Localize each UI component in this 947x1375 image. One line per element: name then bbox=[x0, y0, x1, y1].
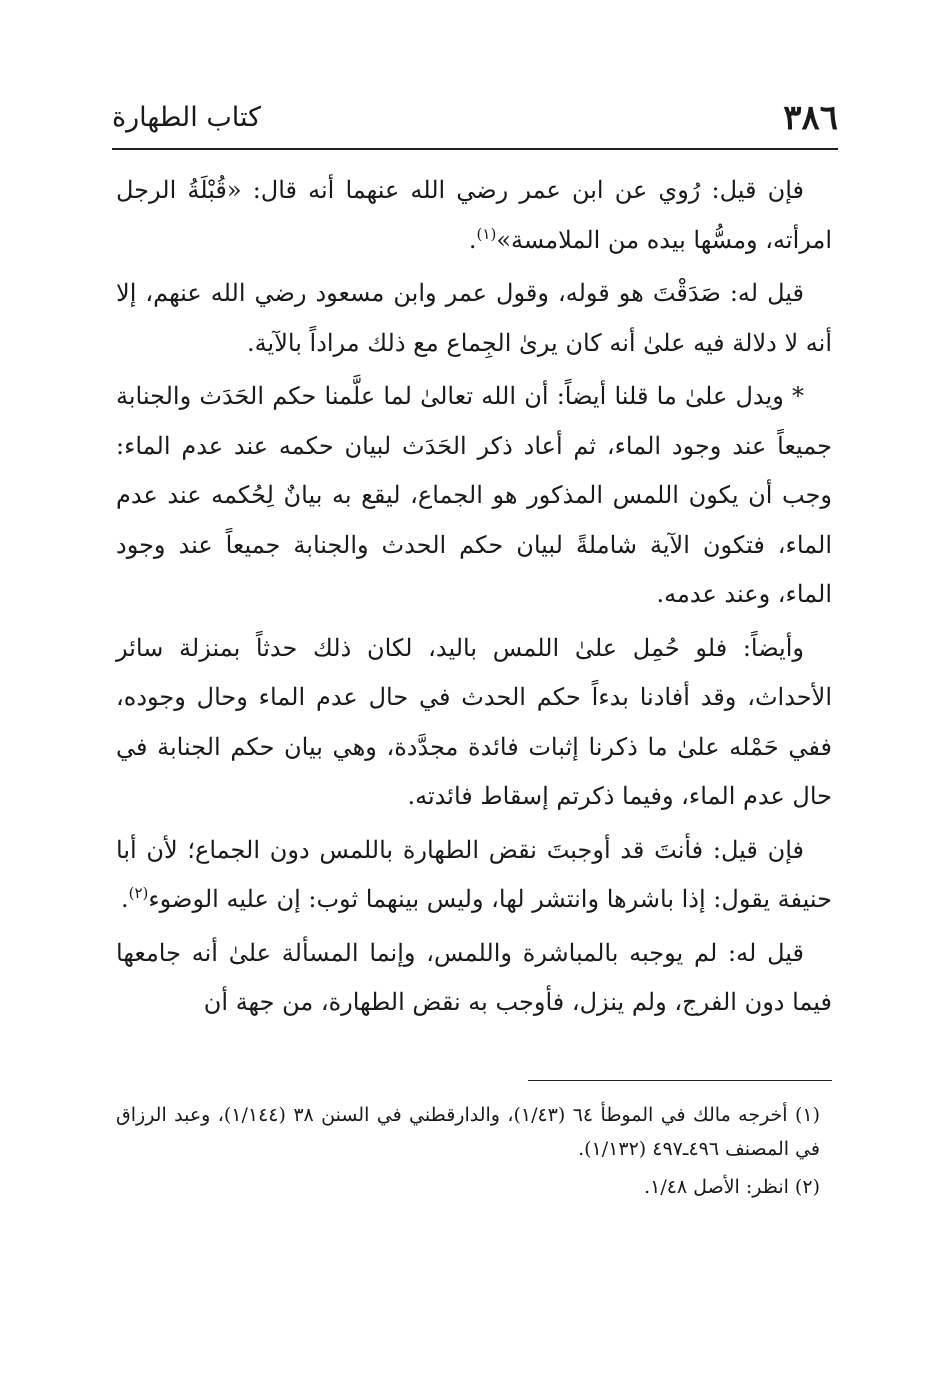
page-number: ٣٨٦ bbox=[783, 98, 838, 138]
page-header bbox=[112, 92, 838, 142]
footnote-ref-1[interactable]: (١) bbox=[476, 224, 497, 243]
running-title: كتاب الطهارة bbox=[112, 102, 261, 133]
paragraph-evidence: * ويدل علىٰ ما قلنا أيضاً: أن الله تعالىٰ لما علَّمنا حكم الحَدَث والجنابة جميعاً عند وجود الماء، ثم أعاد ذكر الحَدَث لبيان حكمه عند عدم الماء: وجب أن يكون اللمس المذكور هو الجماع، ليقع به بيانٌ لِحُكمه عند عدم الماء، فتكون الآية شاملةً لبيان حكم الحدث والجنابة جميعاً عند وجود الماء، وعند عدمه. bbox=[116, 382, 832, 608]
footnotes bbox=[116, 1098, 832, 1208]
paragraph-also: وأيضاً: فلو حُمِل علىٰ اللمس باليد، لكان ذلك حدثاً بمنزلة سائر الأحداث، وقد أفادنا بدءاً حكم الحدث في حال عدم الماء وحال وجوده، ففي حَمْله علىٰ ما ذكرنا إثبات فائدة مجدَّدة، وهي بيان حكم الجنابة في حال عدم الماء، وفيما ذكرتم إسقاط فائدته. bbox=[116, 633, 832, 810]
header-divider bbox=[112, 148, 838, 150]
footnote-divider bbox=[528, 1080, 832, 1081]
main-text bbox=[116, 166, 832, 1032]
paragraph-reply-1: قيل له: صَدَقْتَ هو قوله، وقول عمر وابن مسعود رضي الله عنهم، إلا أنه لا دلالة فيه علىٰ أنه كان يرىٰ الجِماع مع ذلك مراداً بالآية. bbox=[116, 279, 832, 357]
paragraph-objection-abu-hanifa: فإن قيل: فأنتَ قد أوجبتَ نقض الطهارة باللمس دون الجماع؛ لأن أبا حنيفة يقول: إذا باشرها وانتشر لها، وليس بينهما ثوب: إن عليه الوضوء$^{(٢)}$. bbox=[116, 835, 832, 913]
footnote-ref-2[interactable]: (٢) bbox=[128, 884, 149, 902]
footnote-1: (١) أخرجه مالك في الموطأ ٦٤ (١/٤٣)، والدارقطني في السنن ٣٨ (١/١٤٤)، وعبد الرزاق في المصنف ٤٩٦ـ٤٩٧ (١/١٣٢). bbox=[116, 1104, 821, 1160]
paragraph-objection-ibn-umar: فإن قيل: رُوي عن ابن عمر رضي الله عنهما أنه قال: «قُبْلَةُ الرجل امرأته، ومسُّها بيده من الملامسة»$^{(١)}$. bbox=[116, 176, 832, 254]
footnote-2: (٢) انظر: الأصل ١/٤٨. bbox=[644, 1176, 820, 1198]
paragraph-reply-2: قيل له: لم يوجبه بالمباشرة واللمس، وإنما المسألة علىٰ أنه جامعها فيما دون الفرج، ولم ينزل، فأوجب به نقض الطهارة، من جهة أن bbox=[116, 938, 832, 1016]
